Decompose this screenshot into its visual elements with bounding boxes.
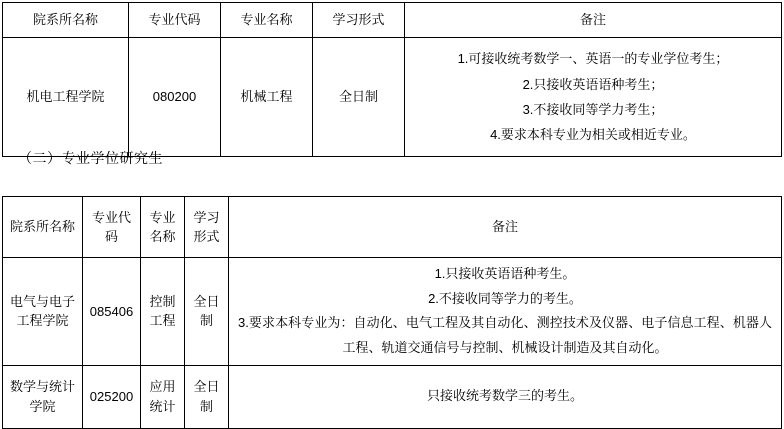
cell-study-form: 全日制 (185, 258, 229, 366)
column-header-major-name: 专业名称 (221, 3, 313, 38)
table-header-row (3, 3, 782, 38)
remark-line: 4.要求本科专业为相关或相近专业。 (490, 127, 696, 143)
remark-line: 1.只接收英语语种考生。 (434, 266, 576, 281)
section-heading: （二）专业学位研究生 (18, 150, 163, 166)
cell-department: 电气与电子工程学院 (3, 258, 83, 366)
cell-department: 机电工程学院 (3, 38, 129, 157)
cell-remarks (229, 365, 782, 428)
remark-line: 3.不接收同等学力考生； (522, 102, 664, 117)
remark-line: 3.要求本科专业为：自动化、电气工程及其自动化、测控技术及仪器、电子信息工程、机器人工程、轨道交通信号与控制、机械设计制造及其自动化。 (238, 315, 772, 356)
professional-degree-table (2, 196, 782, 429)
table-row (3, 258, 782, 366)
cell-remarks (405, 38, 782, 157)
cell-study-form: 全日制 (313, 38, 405, 157)
cell-remarks (229, 258, 782, 366)
remark-line: 1.可接收统考数学一、英语一的专业学位考生； (457, 51, 729, 67)
cell-major-name: 机械工程 (221, 38, 313, 157)
remark-line: 2.不接收同等学力的考生。 (428, 290, 582, 306)
cell-major-name: 应用统计 (141, 365, 185, 428)
table-header-row (3, 197, 782, 258)
cell-major-code: 080200 (129, 38, 221, 157)
column-header-major-name: 专业名称 (141, 197, 185, 258)
remark-line: 只接收统考数学三的考生。 (426, 388, 583, 404)
column-header-remarks: 备注 (229, 197, 782, 258)
academic-degree-table (2, 2, 782, 157)
cell-major-code: 025200 (83, 365, 141, 428)
cell-major-code: 085406 (83, 258, 141, 366)
column-header-major-code: 专业代码 (83, 197, 141, 258)
column-header-department: 院系所名称 (3, 3, 129, 38)
column-header-department: 院系所名称 (3, 197, 83, 258)
remark-line: 2.只接收英语语种考生； (522, 76, 664, 92)
column-header-study-form: 学习形式 (313, 3, 405, 38)
table-row (3, 365, 782, 428)
column-header-major-code: 专业代码 (129, 3, 221, 38)
table-row (3, 38, 782, 157)
column-header-study-form: 学习形式 (185, 197, 229, 258)
cell-department: 数学与统计学院 (3, 365, 83, 428)
column-header-remarks: 备注 (405, 3, 782, 38)
cell-major-name: 控制工程 (141, 258, 185, 366)
cell-study-form: 全日制 (185, 365, 229, 428)
